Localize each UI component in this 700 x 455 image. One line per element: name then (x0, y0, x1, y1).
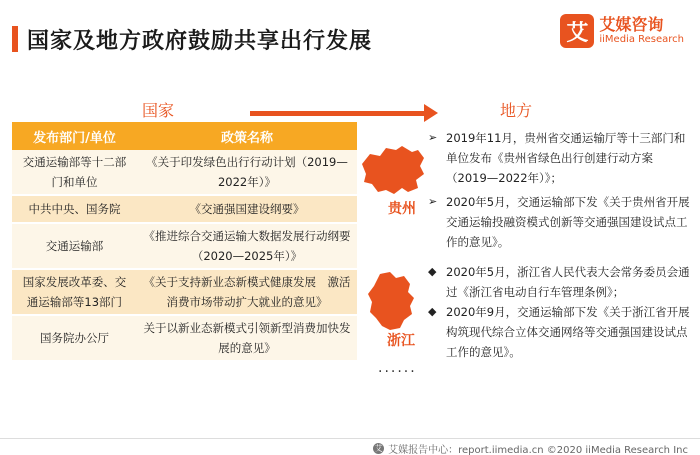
row-dept: 交通运输部等十二部门和单位 (22, 155, 127, 189)
arrow-bullet-icon: ➢ (428, 131, 438, 144)
footer (373, 441, 688, 455)
policy-text: 2019年11月，贵州省交通运输厅等十三部门和单位发布《贵州省绿色出行创建行动方案（2019—2022年）》； (446, 131, 686, 185)
diamond-bullet-icon: ◆ (428, 265, 437, 278)
zhejiang-policy-item (428, 302, 690, 362)
table-row (12, 316, 357, 362)
row-policy: 《关于印发绿色出行行动计划（2019—2022年）》 (146, 155, 348, 189)
logo-text (599, 16, 684, 46)
ellipsis: ...... (378, 360, 417, 376)
header-policy: 政策名称 (220, 130, 273, 146)
arrow-right-icon (424, 104, 438, 122)
row-dept: 国家发展改革委、交通运输部等13部门 (22, 275, 127, 309)
zhejiang-label: 浙江 (387, 333, 415, 349)
table-row (12, 270, 357, 316)
policy-text: 2020年9月，交通运输部下发《关于浙江省开展构筑现代综合立体交通网络等交通强国建设试点工作的意见》。 (446, 305, 690, 359)
policy-text: 2020年5月，交通运输部下发《关于贵州省开展交通运输投融资模式创新等交通强国建设试点工作的意见》。 (446, 195, 690, 249)
logo-name-cn: 艾媒咨询 (599, 15, 664, 34)
diamond-bullet-icon: ◆ (428, 305, 437, 318)
policy-text: 2020年5月，浙江省人民代表大会常务委员会通过《浙江省电动自行车管理条例》； (446, 265, 690, 299)
guizhou-label: 贵州 (388, 201, 416, 217)
logo-icon: 艾 (560, 14, 594, 48)
local-label: 地方 (500, 101, 533, 120)
footer-text: 艾媒报告中心：report.iimedia.cn ©2020 iiMedia Research Inc (388, 445, 688, 455)
brand-logo (560, 14, 684, 48)
arrow-bullet-icon: ➢ (428, 195, 438, 208)
page-title: 国家及地方政府鼓励共享出行发展 (27, 29, 373, 54)
iimedia-icon: 艾 (374, 444, 383, 453)
header-dept: 发布部门/单位 (33, 130, 116, 146)
national-label: 国家 (142, 101, 175, 120)
row-dept: 交通运输部 (45, 239, 104, 253)
zhejiang-policy-item (428, 262, 690, 302)
footer-divider (0, 438, 700, 439)
row-dept: 中共中央、国务院 (28, 202, 121, 216)
zhejiang-map-icon (366, 270, 416, 332)
arrow-line (250, 111, 428, 116)
table-header (12, 122, 357, 150)
logo-name-en: iiMedia Research (599, 34, 684, 45)
row-policy: 《推进综合交通运输大数据发展行动纲要（2020—2025年）》 (143, 229, 351, 263)
table-row (12, 224, 357, 270)
table-row (12, 196, 357, 224)
policy-table (12, 122, 357, 362)
row-policy: 《关于支持新业态新模式健康发展 激活消费市场带动扩大就业的意见》 (143, 275, 351, 309)
guizhou-map-icon (358, 142, 428, 198)
table-row (12, 150, 357, 196)
title-accent-bar (12, 26, 18, 52)
guizhou-policy-item (428, 192, 690, 252)
guizhou-policy-item (428, 128, 690, 188)
row-policy: 关于以新业态新模式引领新型消费加快发展的意见》 (143, 321, 351, 355)
row-dept: 国务院办公厅 (40, 331, 109, 345)
row-policy: 《交通强国建设纲要》 (189, 202, 305, 216)
